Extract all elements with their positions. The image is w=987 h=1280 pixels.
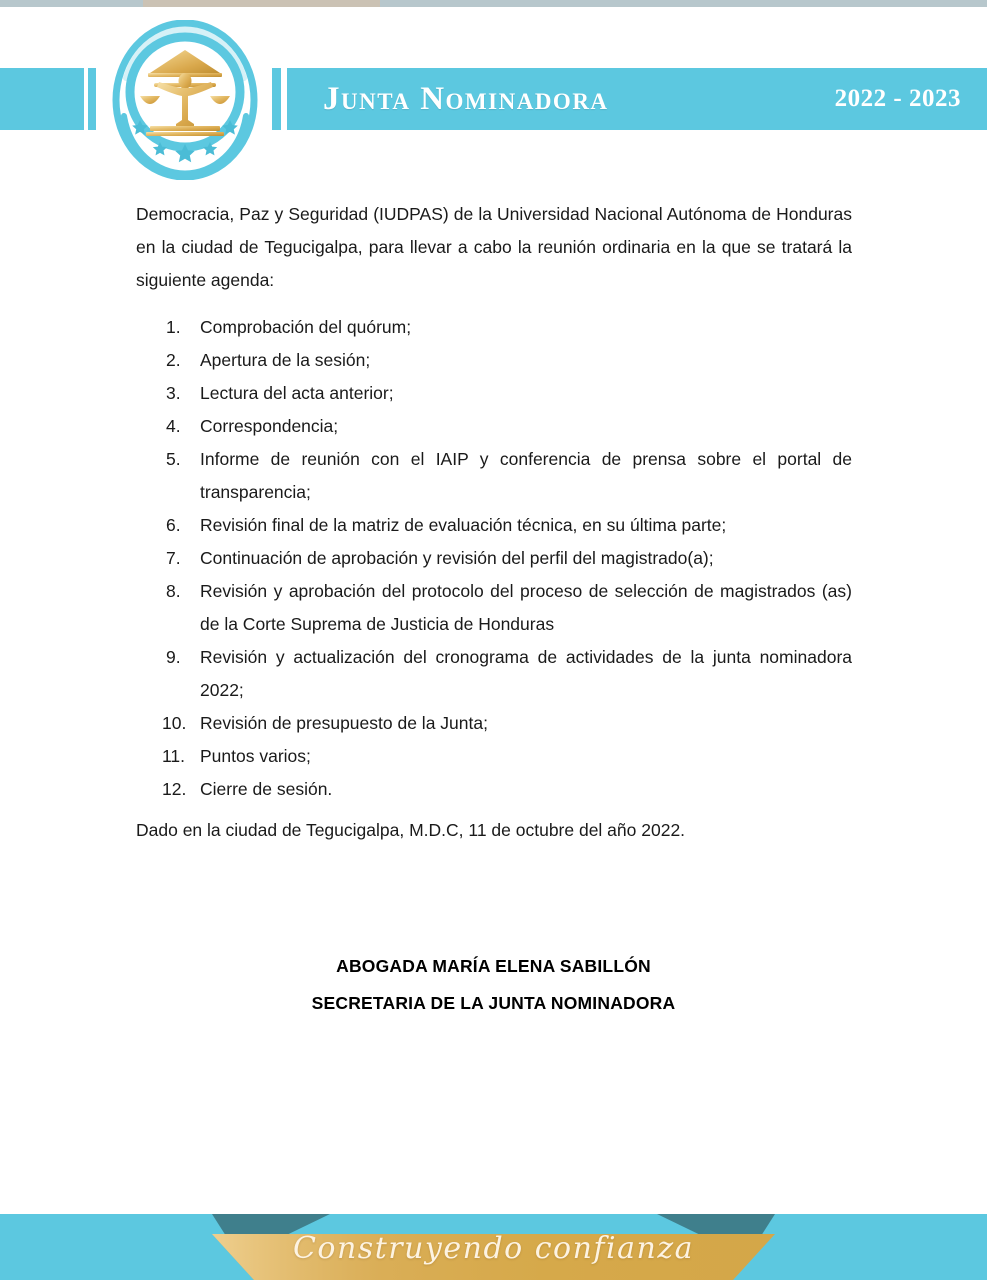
document-header [0, 0, 987, 180]
agenda-list [136, 311, 852, 806]
agenda-item: Revisión final de la matriz de evaluación técnica, en su última parte; [200, 515, 727, 535]
footer-slogan: Construyendo confianza [292, 1231, 695, 1266]
header-right-tick [272, 68, 281, 130]
header-banner [287, 68, 987, 130]
agenda-item: Comprobación del quórum; [200, 317, 412, 337]
footer-ribbon-graphic [0, 1188, 987, 1280]
agenda-item: Cierre de sesión. [200, 779, 333, 799]
page-title: Junta Nominadora [323, 80, 609, 117]
agenda-item: Apertura de la sesión; [200, 350, 371, 370]
agenda-item: Lectura del acta anterior; [200, 383, 394, 403]
agenda-item: Informe de reunión con el IAIP y conferencia de prensa sobre el portal de transparencia; [200, 449, 852, 502]
agenda-item: Revisión y actualización del cronograma de actividades de la junta nominadora 2022; [200, 647, 852, 700]
agenda-item: Revisión de presupuesto de la Junta; [200, 713, 488, 733]
signature-block [0, 948, 987, 1022]
document-footer [0, 1188, 987, 1280]
document-body [136, 198, 852, 847]
signatory-name: ABOGADA MARÍA ELENA SABILLÓN [336, 956, 651, 976]
junta-nominadora-seal-icon [104, 20, 266, 180]
intro-paragraph: Democracia, Paz y Seguridad (IUDPAS) de la Universidad Nacional Autónoma de Honduras en la ciudad de Tegucigalpa, para llevar a cabo la reunión ordinaria en la que se tratará la siguiente agenda: [136, 204, 852, 290]
agenda-item: Puntos varios; [200, 746, 311, 766]
header-year-range: 2022 - 2023 [834, 85, 961, 112]
closing-paragraph: Dado en la ciudad de Tegucigalpa, M.D.C, 11 de octubre del año 2022. [136, 820, 686, 840]
agenda-item: Revisión y aprobación del protocolo del proceso de selección de magistrados (as) de la Corte Suprema de Justicia de Honduras [200, 581, 852, 634]
signatory-role: SECRETARIA DE LA JUNTA NOMINADORA [311, 993, 676, 1013]
agenda-item: Continuación de aprobación y revisión del perfil del magistrado(a); [200, 548, 714, 568]
header-left-tick [88, 68, 96, 130]
header-left-block [0, 68, 84, 130]
agenda-item: Correspondencia; [200, 416, 339, 436]
